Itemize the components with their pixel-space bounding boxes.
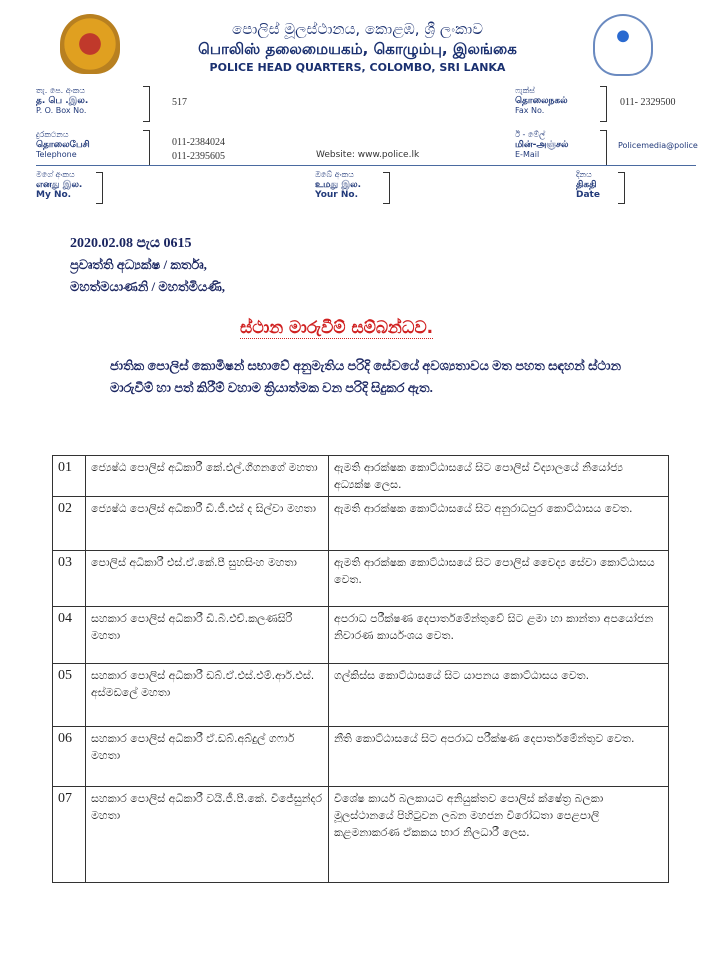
intro-paragraph: ජාතික පොලිස් කොමිෂන් සභාවේ අනුමැතිය පරිදි සේවයේ අවශ්‍යතාවය මත පහත සඳහන් ස්ථාන මාරුවීම් හා පත් කිරීම් වහාම ක්‍රියාත්මක වන පරිදි සිදුකර ඇත. (110, 358, 622, 395)
po-box-label: තැ. පෙ. අංකය த. பெ .இல. P. O. Box No. (36, 86, 89, 115)
email-value[interactable]: Policemedia@police (618, 141, 698, 150)
officer-name: සහකාර පොලිස් අධිකාරී වයි.ජී.පී.කේ. විජේසුන්දර මහතා (86, 787, 329, 883)
addressee: ප්‍රවෘත්ති අධ්‍යක්ෂ / කර්තෘ, (70, 257, 207, 272)
transfer-detail: ගල්කිස්ස කොට්ඨාසයේ සිට යාපනය කොට්ඨාසය වෙත. (329, 664, 669, 727)
table-row (53, 787, 669, 883)
transfer-detail: ඇමති ආරක්ෂක කොට්ඨාසයේ සිට අනුරාධපුර කොට්ඨාසය වෙත. (329, 497, 669, 551)
website-link[interactable]: Website: www.police.lk (316, 150, 420, 160)
telephone-label: දුරකථනය தொலைபேசி Telephone (36, 130, 90, 159)
row-number: 04 (53, 607, 86, 664)
email-label: ඊ - මේල් மின்-அஞ்சல் E-Mail (515, 130, 569, 159)
officer-name: සහකාර පොලිස් අධිකාරී ඩී.බී.එච්.කලණසිරි මහතා (86, 607, 329, 664)
date-label: දිනය திகதி Date (576, 170, 600, 200)
header-sinhala: පොලිස් මූලස්ථානය, කොළඹ, ශ්‍රී ලංකාව (232, 20, 483, 38)
my-no-label: මගේ අංකය எனது இல. My No. (36, 170, 83, 200)
transfer-detail: නීති කොට්ඨාසයේ සිට අපරාධ පරීක්ෂණ දෙපාර්තමේන්තුව වෙත. (329, 727, 669, 787)
row-number: 05 (53, 664, 86, 727)
po-box-value: 517 (172, 97, 187, 108)
officer-name: සහකාර පොලිස් අධිකාරී ඒ.ඩබ්.අබ්දුල් ගෆාර් මහතා (86, 727, 329, 787)
row-number: 06 (53, 727, 86, 787)
transfer-detail: ඇමති ආරක්ෂක කොට්ඨාසයේ සිට පොලිස් වෛද්‍ය සේවා කොට්ඨාසය වෙත. (329, 551, 669, 607)
fax-value: 011- 2329500 (620, 97, 676, 108)
table-row (53, 607, 669, 664)
table-row (53, 456, 669, 497)
officer-name: පොලිස් අධිකාරී එස්.ඒ.කේ.පී සුහසිංහ මහතා (86, 551, 329, 607)
row-number: 01 (53, 456, 86, 497)
table-row (53, 727, 669, 787)
transfer-detail: අපරාධ පරීක්ෂණ දෙපාර්තමේන්තුවේ සිට ළමා හා කාන්තා අපයෝජන නිවාරණ කාර්යංශය වෙත. (329, 607, 669, 664)
header-tamil: பொலிஸ் தலைமையகம், கொழும்பு, இலங்கை (198, 40, 517, 58)
officer-name: සහකාර පොලිස් අධිකාරී ඩබ්.ඒ.එස්.එම්.ආර්.එස්. අස්මඩලේ මහතා (86, 664, 329, 727)
row-number: 02 (53, 497, 86, 551)
transfers-table (52, 455, 669, 883)
transfer-detail: ඇමති ආරක්ෂක කොට්ඨාසයේ සිට පොලිස් විද්‍යාලයේ නියෝජ්‍ය අධ්‍යක්ෂ ලෙස. (329, 456, 669, 497)
header-divider (36, 165, 696, 166)
fax-label: ෆැක්ස් தொலைநகல் Fax No. (515, 86, 568, 115)
header-english: POLICE HEAD QUARTERS, COLOMBO, SRI LANKA (209, 61, 506, 74)
officer-name: ජ්‍යෙෂ්ඨ පොලිස් අධිකාරී කේ.එල්.ගීගනගේ මහතා (86, 456, 329, 497)
your-no-label: ඔබේ අංකය உமது இல. Your No. (315, 170, 361, 200)
transfer-detail: විශේෂ කාර්ය බලකායට අනියුක්තව පොලිස් ක්ෂේත්‍ර බලකා මූලස්ථානයේ පිහිටුවන ලබන මහජන විරෝධතා පෙළපාලි කළමනාකරණ ඒකකය භාර නිලධාරී ලෙස. (329, 787, 669, 883)
salutation: මහත්මයාණනි / මහත්මියණි, (70, 279, 226, 294)
subject-heading: ස්ථාන මාරුවීම් සම්බන්ධව. (240, 318, 434, 338)
row-number: 07 (53, 787, 86, 883)
table-row (53, 551, 669, 607)
table-row (53, 497, 669, 551)
officer-name: ජ්‍යෙෂ්ඨ පොලිස් අධිකාරී ඩී.ජී.එස් ද සිල්වා මහතා (86, 497, 329, 551)
row-number: 03 (53, 551, 86, 607)
table-row (53, 664, 669, 727)
telephone-values: 011-2384024 011-2395605 (172, 137, 225, 162)
reference-line: 2020.02.08 පැය 0615 (70, 236, 192, 251)
